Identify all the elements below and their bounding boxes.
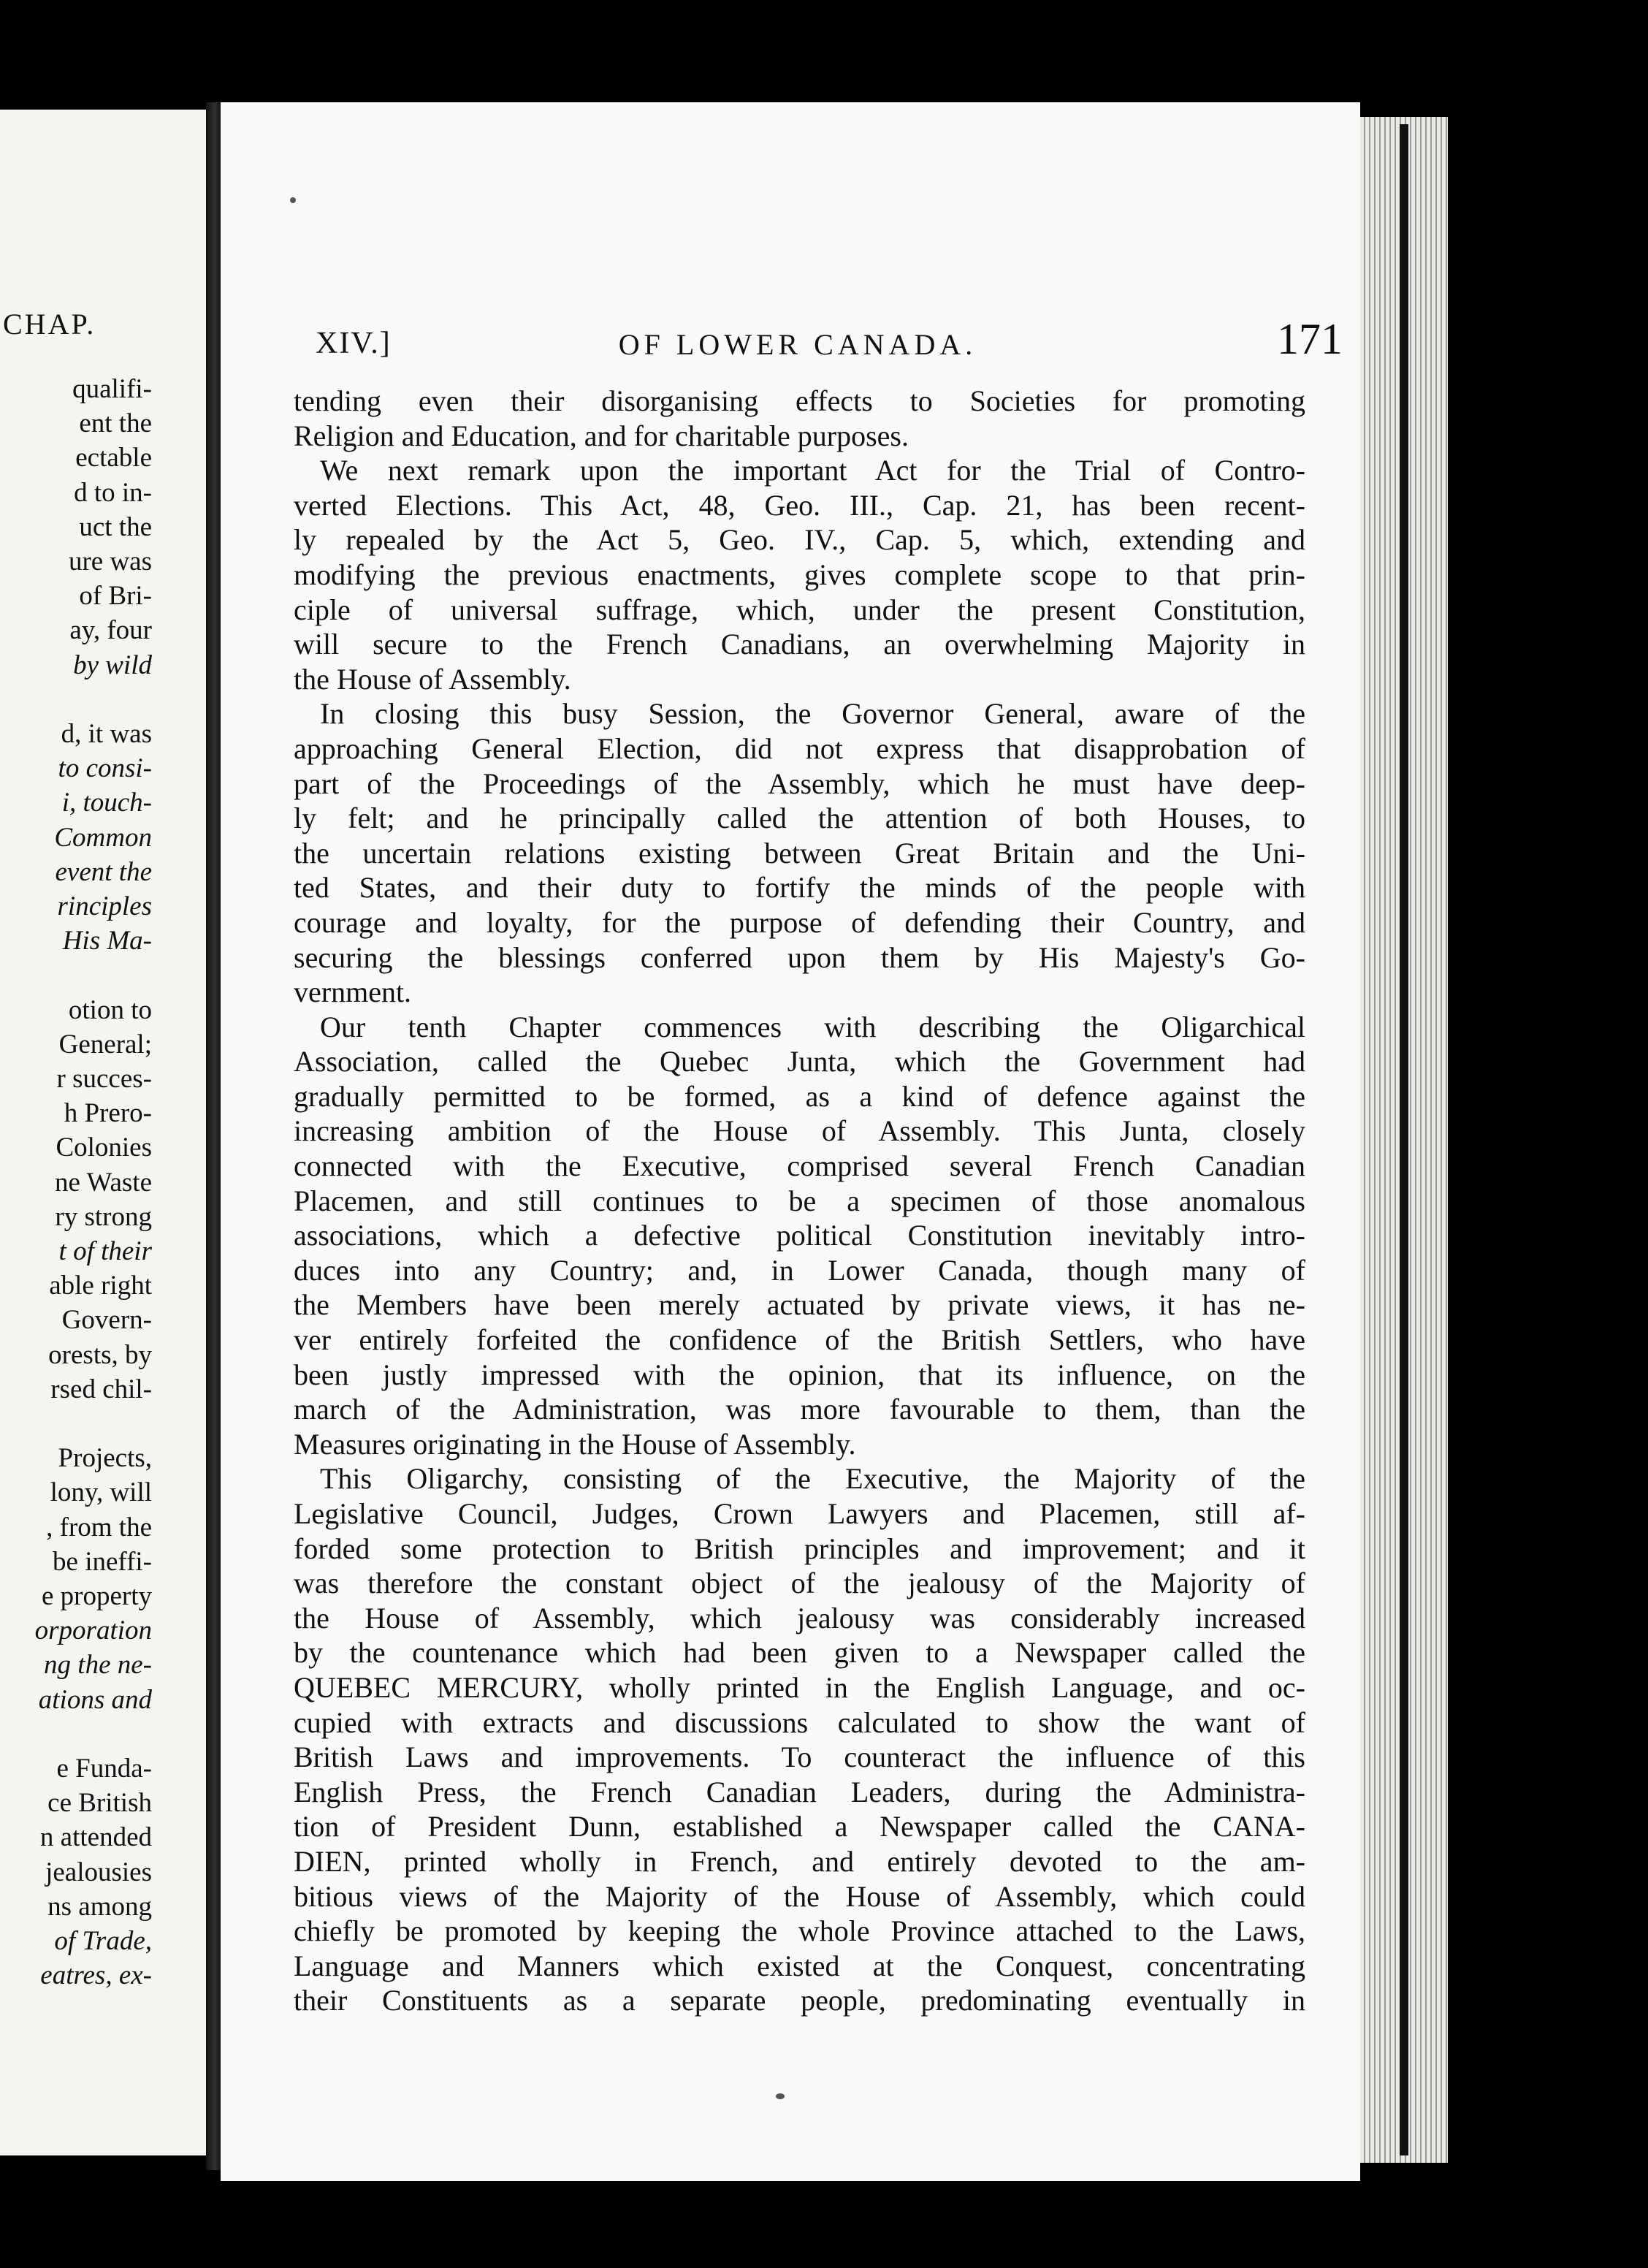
left-page-line: Govern- xyxy=(61,1305,152,1336)
left-page-line: by wild xyxy=(73,650,152,680)
left-page-line: jealousies xyxy=(45,1857,152,1887)
text-line: ver entirely forfeited the confidence of the British Settlers, who have xyxy=(294,1323,1305,1357)
left-page-line: ns among xyxy=(47,1891,152,1922)
text-line: In closing this busy Session, the Governor General, aware of the xyxy=(320,697,1305,731)
text-line: the House of Assembly. xyxy=(294,662,571,696)
left-page-fragment xyxy=(0,110,207,2155)
left-page-line: Common xyxy=(54,822,152,853)
left-page-line: eatres, ex- xyxy=(40,1960,152,1991)
text-line: Our tenth Chapter commences with describing the Oligarchical xyxy=(320,1010,1305,1043)
text-line: connected with the Executive, comprised several French Canadian xyxy=(294,1149,1305,1183)
text-line: bitious views of the Majority of the House of Assembly, which could xyxy=(294,1879,1305,1913)
left-page-line: of Bri- xyxy=(79,581,152,612)
body-text xyxy=(294,384,1305,2018)
text-line: part of the Proceedings of the Assembly, which he must have deep- xyxy=(294,766,1305,800)
left-page-line: qualifi- xyxy=(72,374,152,404)
left-page-line: d, it was xyxy=(61,719,152,749)
text-line: ly repealed by the Act 5, Geo. IV., Cap. 5, which, extending and xyxy=(294,523,1305,557)
left-page-line: ay, four xyxy=(69,615,152,646)
text-line: This Oligarchy, consisting of the Executive, the Majority of the xyxy=(320,1462,1305,1496)
left-page-line: ry strong xyxy=(55,1201,152,1232)
text-line: will secure to the French Canadians, an overwhelming Majority in xyxy=(294,628,1305,661)
left-page-line: orporation xyxy=(34,1616,152,1646)
left-page-line: His Ma- xyxy=(62,926,152,956)
text-line: vernment. xyxy=(294,975,412,1009)
text-line: British Laws and improvements. To counteract the influence of this xyxy=(294,1740,1305,1774)
text-line: Association, called the Quebec Junta, which the Government had xyxy=(294,1045,1305,1078)
left-page-line: to consi- xyxy=(58,753,152,784)
text-line: cupied with extracts and discussions calculated to show the want of xyxy=(294,1705,1305,1739)
text-line: the uncertain relations existing between Great Britain and the Uni- xyxy=(294,836,1305,869)
text-line: QUEBEC MERCURY, wholly printed in the English Language, and oc- xyxy=(294,1670,1305,1704)
text-line: duces into any Country; and, in Lower Canada, though many of xyxy=(294,1253,1305,1287)
left-page-line: h Prero- xyxy=(64,1098,152,1129)
text-line: the House of Assembly, which jealousy was considerably increased xyxy=(294,1601,1305,1635)
text-line: was therefore the constant object of the jealousy of the Majority of xyxy=(294,1567,1305,1600)
left-page-line: General; xyxy=(58,1029,152,1059)
chapter-marker: XIV.] xyxy=(316,327,392,360)
text-line: gradually permitted to be formed, as a kind of defence against the xyxy=(294,1079,1305,1113)
text-line: verted Elections. This Act, 48, Geo. III., Cap. 21, has been recent- xyxy=(294,488,1305,522)
text-line: ly felt; and he principally called the attention of both Houses, to xyxy=(294,802,1305,835)
left-page-line: able right xyxy=(49,1271,152,1301)
text-line: Language and Manners which existed at the Conquest, concentrating xyxy=(294,1949,1305,1982)
left-page-line: lony, will xyxy=(50,1477,152,1508)
left-running-head: CHAP. xyxy=(3,308,96,340)
text-line: ted States, and their duty to fortify the minds of the people with xyxy=(294,871,1305,905)
left-page-line: ne Waste xyxy=(55,1167,152,1198)
text-line: ciple of universal suffrage, which, under the present Constitution, xyxy=(294,593,1305,626)
left-page-line: ations and xyxy=(38,1684,152,1715)
text-line: Measures originating in the House of Assembly. xyxy=(294,1427,856,1461)
running-head xyxy=(316,314,1343,373)
left-page-line: be ineffi- xyxy=(53,1546,152,1577)
text-line: chiefly be promoted by keeping the whole Province attached to the Laws, xyxy=(294,1914,1305,1948)
text-line: modifying the previous enactments, gives complete scope to that prin- xyxy=(294,558,1305,591)
left-page-line: e Funda- xyxy=(56,1754,152,1784)
text-line: been justly impressed with the opinion, that its influence, on the xyxy=(294,1358,1305,1391)
book-gutter xyxy=(206,102,221,2170)
left-page-line: , from the xyxy=(46,1512,152,1542)
page-number: 171 xyxy=(1277,315,1343,363)
left-page-line: ng the ne- xyxy=(44,1650,152,1681)
text-line: the Members have been merely actuated by private views, it has ne- xyxy=(294,1288,1305,1322)
text-line: tion of President Dunn, established a Newspaper called the CANA- xyxy=(294,1810,1305,1843)
left-page-line: uct the xyxy=(79,511,152,542)
left-page-line: r succes- xyxy=(56,1064,152,1094)
left-page-line: d to in- xyxy=(74,477,152,508)
left-page-line: rinciples xyxy=(57,891,152,921)
text-line: increasing ambition of the House of Assembly. This Junta, closely xyxy=(294,1114,1305,1148)
left-page-line: event the xyxy=(55,856,152,887)
text-line: by the countenance which had been given to a Newspaper called the xyxy=(294,1636,1305,1670)
text-line: DIEN, printed wholly in French, and entirely devoted to the am- xyxy=(294,1844,1305,1878)
left-page-line: ectable xyxy=(75,443,152,473)
page-edge-shadow xyxy=(1400,124,1408,2155)
text-line: approaching General Election, did not express that disapprobation of xyxy=(294,731,1305,765)
text-line: associations, which a defective political Constitution inevitably intro- xyxy=(294,1219,1305,1252)
text-line: Legislative Council, Judges, Crown Lawyers and Placemen, still af- xyxy=(294,1497,1305,1530)
text-line: securing the blessings conferred upon them by His Majesty's Go- xyxy=(294,940,1305,974)
text-line: march of the Administration, was more favourable to them, than the xyxy=(294,1393,1305,1426)
paper-speck xyxy=(290,197,296,203)
left-page-line: ure was xyxy=(68,547,152,576)
left-page-line: of Trade, xyxy=(54,1926,152,1956)
text-line: forded some protection to British principles and improvement; and it xyxy=(294,1531,1305,1565)
text-line: Placemen, and still continues to be a specimen of those anomalous xyxy=(294,1184,1305,1217)
text-line: courage and loyalty, for the purpose of defending their Country, and xyxy=(294,905,1305,939)
left-page-line: e property xyxy=(41,1581,152,1611)
left-page-line: rsed chil- xyxy=(50,1374,152,1404)
text-line: Religion and Education, and for charitable purposes. xyxy=(294,419,909,452)
left-page-line: Projects, xyxy=(58,1443,152,1474)
left-page-line: n attended xyxy=(39,1822,152,1853)
left-page-line: orests, by xyxy=(48,1339,152,1370)
left-page-line: ce British xyxy=(47,1788,152,1819)
paper-speck xyxy=(776,2093,785,2099)
left-page-line: ent the xyxy=(79,408,152,439)
page-171 xyxy=(221,102,1360,2181)
text-line: tending even their disorganising effects to Societies for promoting xyxy=(294,384,1305,417)
left-page-line: t of their xyxy=(58,1236,152,1266)
left-page-line: otion to xyxy=(68,994,152,1025)
running-title: OF LOWER CANADA. xyxy=(618,328,977,361)
left-page-line: Colonies xyxy=(56,1133,152,1163)
text-line: their Constituents as a separate people, predominating eventually in xyxy=(294,1984,1305,2017)
text-line: We next remark upon the important Act for the Trial of Contro- xyxy=(320,454,1305,487)
text-line: English Press, the French Canadian Leaders, during the Administra- xyxy=(294,1775,1305,1808)
left-page-line: i, touch- xyxy=(61,788,152,818)
